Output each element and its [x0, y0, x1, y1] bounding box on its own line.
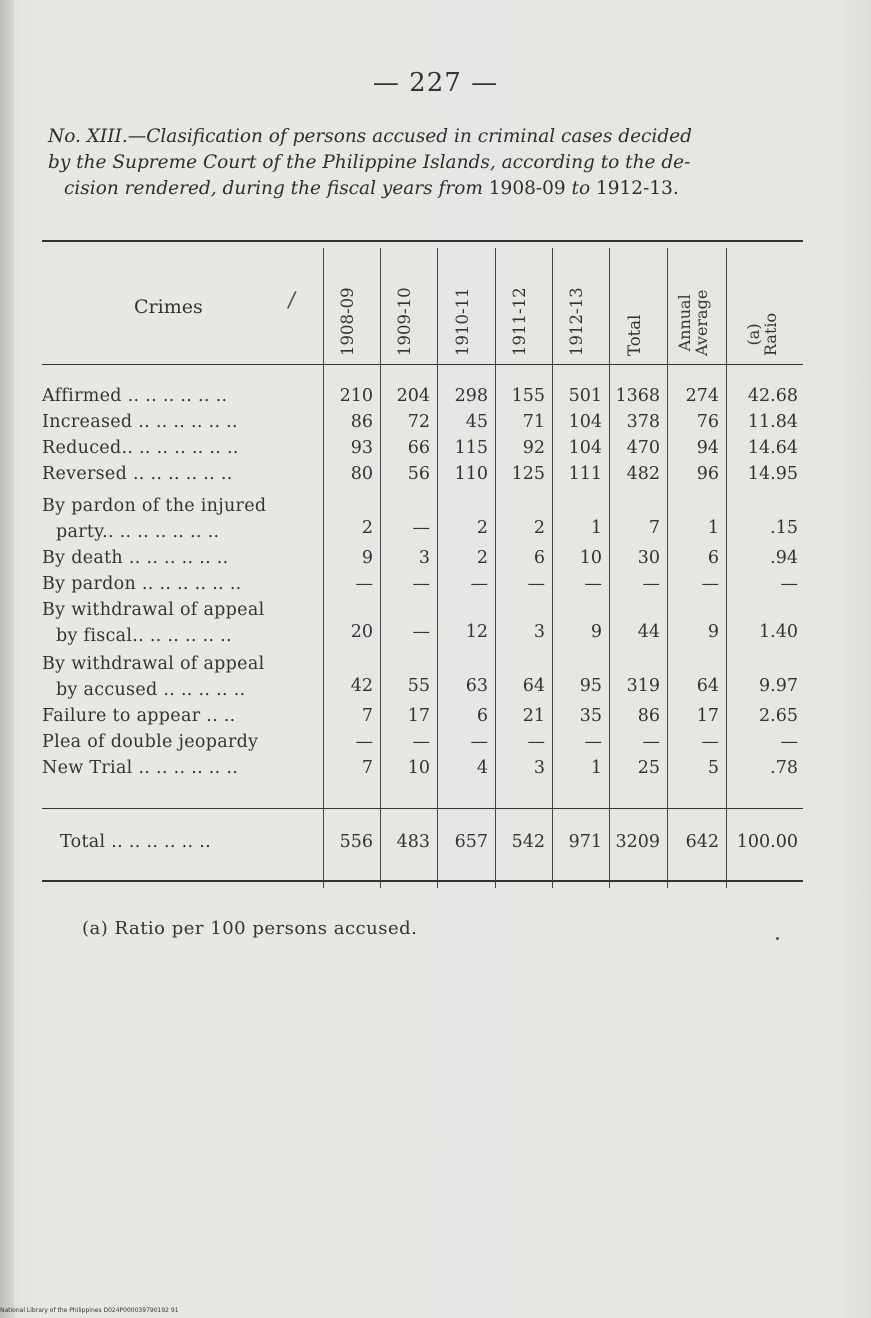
row-label: Failure to appear .. ..: [42, 706, 236, 726]
table-cell: 9.97: [759, 676, 798, 696]
table-cell: 14.95: [747, 464, 798, 484]
table-cell: 1368: [615, 386, 660, 406]
table-cell: 1.40: [759, 622, 798, 642]
table-cell: 3: [418, 548, 430, 568]
table-cell: 95: [579, 676, 602, 696]
table-cell: 378: [626, 412, 660, 432]
total-cell: 971: [568, 832, 602, 852]
table-cell: 14.64: [747, 438, 798, 458]
table-cell: —: [412, 574, 430, 594]
library-credit: National Library of the Philippines D024P000039790192 91: [0, 1307, 179, 1314]
table-cell: 319: [626, 676, 660, 696]
row-label: by fiscal.. .. .. .. .. ..: [56, 626, 232, 646]
table-cell: 94: [696, 438, 719, 458]
page-number: — 227 —: [372, 68, 499, 98]
table-cell: 482: [626, 464, 660, 484]
table-cell: 204: [396, 386, 430, 406]
table-cell: 20: [350, 622, 373, 642]
column-rule: [380, 248, 381, 888]
header-total: Total: [624, 314, 644, 356]
table-cell: 298: [454, 386, 488, 406]
total-cell: 542: [511, 832, 545, 852]
table-cell: —: [780, 732, 798, 752]
row-label: party.. .. .. .. .. .. ..: [56, 522, 220, 542]
table-cell: —: [412, 732, 430, 752]
table-cell: 470: [626, 438, 660, 458]
table-cell: —: [412, 622, 430, 642]
table-cell: 86: [350, 412, 373, 432]
row-label: by accused .. .. .. .. ..: [56, 680, 246, 700]
table-cell: —: [470, 732, 488, 752]
header-1911-12: 1911-12: [510, 287, 529, 356]
row-label: Reversed .. .. .. .. .. ..: [42, 464, 233, 484]
caption-line-1: No. XIII.—Clasification of persons accused in criminal cases decided: [48, 126, 692, 147]
table-cell: 1: [707, 518, 719, 538]
book-spine-edge: [0, 0, 14, 1318]
table-cell: 12: [465, 622, 488, 642]
header-ratio: (a) Ratio: [744, 312, 780, 356]
table-cell: 86: [637, 706, 660, 726]
table-cell: 2.65: [759, 706, 798, 726]
column-rule: [667, 248, 668, 888]
row-label: Plea of double jeopardy: [42, 732, 259, 752]
header-1909-10: 1909-10: [395, 287, 414, 356]
table-cell: 35: [579, 706, 602, 726]
row-label: By death .. .. .. .. .. ..: [42, 548, 229, 568]
table-cell: 6: [476, 706, 488, 726]
header-1908-09: 1908-09: [338, 287, 357, 356]
table-cell: 7: [648, 518, 660, 538]
total-top-rule: [42, 808, 803, 809]
table-cell: 7: [361, 758, 373, 778]
table-cell: —: [701, 732, 719, 752]
table-cell: 71: [522, 412, 545, 432]
table-cell: 64: [696, 676, 719, 696]
caption-text: cision rendered, during the fiscal years from: [64, 178, 489, 199]
table-cell: 55: [407, 676, 430, 696]
row-label: Increased .. .. .. .. .. ..: [42, 412, 238, 432]
table-cell: 115: [454, 438, 488, 458]
table-cell: 30: [637, 548, 660, 568]
table-cell: 104: [568, 438, 602, 458]
table-cell: .78: [770, 758, 798, 778]
table-cell: 7: [361, 706, 373, 726]
table-cell: 274: [685, 386, 719, 406]
table-cell: —: [412, 518, 430, 538]
table-cell: 66: [407, 438, 430, 458]
table-cell: 110: [454, 464, 488, 484]
row-label: By withdrawal of appeal: [42, 654, 265, 674]
total-cell: 3209: [615, 832, 660, 852]
caption-year-start: 1908-09: [488, 178, 566, 199]
header-crimes: Crimes: [134, 296, 203, 318]
table-cell: 9: [361, 548, 373, 568]
table-cell: 64: [522, 676, 545, 696]
table-cell: —: [642, 732, 660, 752]
table-cell: 5: [707, 758, 719, 778]
table-cell: 6: [533, 548, 545, 568]
table-cell: 2: [533, 518, 545, 538]
table-cell: 72: [407, 412, 430, 432]
table-cell: 96: [696, 464, 719, 484]
table-cell: —: [584, 574, 602, 594]
row-label: New Trial .. .. .. .. .. ..: [42, 758, 239, 778]
table-cell: 17: [407, 706, 430, 726]
table-cell: 45: [465, 412, 488, 432]
table-cell: 92: [522, 438, 545, 458]
table-cell: 10: [407, 758, 430, 778]
table-cell: 3: [533, 622, 545, 642]
header-1912-13: 1912-13: [567, 287, 586, 356]
table-cell: 111: [568, 464, 602, 484]
header-rule: [42, 364, 803, 365]
column-rule: [552, 248, 553, 888]
table-cell: 501: [568, 386, 602, 406]
table-cell: —: [584, 732, 602, 752]
table-cell: 25: [637, 758, 660, 778]
table-cell: 104: [568, 412, 602, 432]
crimes-table: [42, 240, 803, 890]
table-cell: 9: [590, 622, 602, 642]
pen-mark: /: [286, 287, 298, 314]
table-cell: 2: [476, 548, 488, 568]
footnote: (a) Ratio per 100 persons accused.: [82, 918, 418, 939]
table-cell: 1: [590, 758, 602, 778]
table-cell: 63: [465, 676, 488, 696]
table-caption: [48, 124, 808, 202]
table-cell: 80: [350, 464, 373, 484]
table-cell: 3: [533, 758, 545, 778]
table-cell: 11.84: [747, 412, 798, 432]
ink-speck: [776, 937, 779, 940]
row-label: By withdrawal of appeal: [42, 600, 265, 620]
table-cell: .94: [770, 548, 798, 568]
table-cell: 1: [590, 518, 602, 538]
table-cell: —: [701, 574, 719, 594]
total-cell: 642: [685, 832, 719, 852]
table-cell: —: [355, 574, 373, 594]
table-cell: —: [527, 574, 545, 594]
table-bottom-rule: [42, 880, 803, 882]
column-rule: [437, 248, 438, 888]
table-cell: .15: [770, 518, 798, 538]
header-annual-average: Annual Average: [675, 289, 711, 356]
row-label: By pardon of the injured: [42, 496, 267, 516]
caption-line-2: by the Supreme Court of the Philippine Islands, according to the de-: [48, 152, 691, 173]
table-cell: 10: [579, 548, 602, 568]
table-top-rule: [42, 240, 803, 242]
table-cell: 125: [511, 464, 545, 484]
table-cell: —: [527, 732, 545, 752]
total-cell: 100.00: [736, 832, 798, 852]
table-cell: 155: [511, 386, 545, 406]
table-cell: —: [470, 574, 488, 594]
table-cell: 56: [407, 464, 430, 484]
total-cell: 483: [396, 832, 430, 852]
row-label: Reduced.. .. .. .. .. .. ..: [42, 438, 239, 458]
total-cell: 556: [339, 832, 373, 852]
column-rule: [495, 248, 496, 888]
table-cell: 2: [476, 518, 488, 538]
header-1910-11: 1910-11: [452, 287, 472, 356]
column-rule: [726, 248, 727, 888]
table-cell: 44: [637, 622, 660, 642]
total-label: Total .. .. .. .. .. ..: [60, 832, 211, 852]
table-cell: 93: [350, 438, 373, 458]
table-cell: 6: [707, 548, 719, 568]
table-cell: —: [355, 732, 373, 752]
column-rule: [609, 248, 610, 888]
row-label: By pardon .. .. .. .. .. ..: [42, 574, 242, 594]
table-cell: 76: [696, 412, 719, 432]
table-cell: 21: [522, 706, 545, 726]
caption-year-end: 1912-13.: [596, 178, 679, 199]
table-cell: 4: [476, 758, 488, 778]
table-cell: 9: [707, 622, 719, 642]
row-label: Affirmed .. .. .. .. .. ..: [42, 386, 228, 406]
table-cell: 42.68: [747, 386, 798, 406]
table-cell: 17: [696, 706, 719, 726]
table-cell: 210: [339, 386, 373, 406]
table-cell: —: [780, 574, 798, 594]
column-rule: [323, 248, 324, 888]
table-cell: 2: [361, 518, 373, 538]
total-cell: 657: [454, 832, 488, 852]
caption-text-to: to: [565, 178, 596, 199]
table-cell: —: [642, 574, 660, 594]
table-cell: 42: [350, 676, 373, 696]
caption-line-3: [48, 176, 808, 202]
